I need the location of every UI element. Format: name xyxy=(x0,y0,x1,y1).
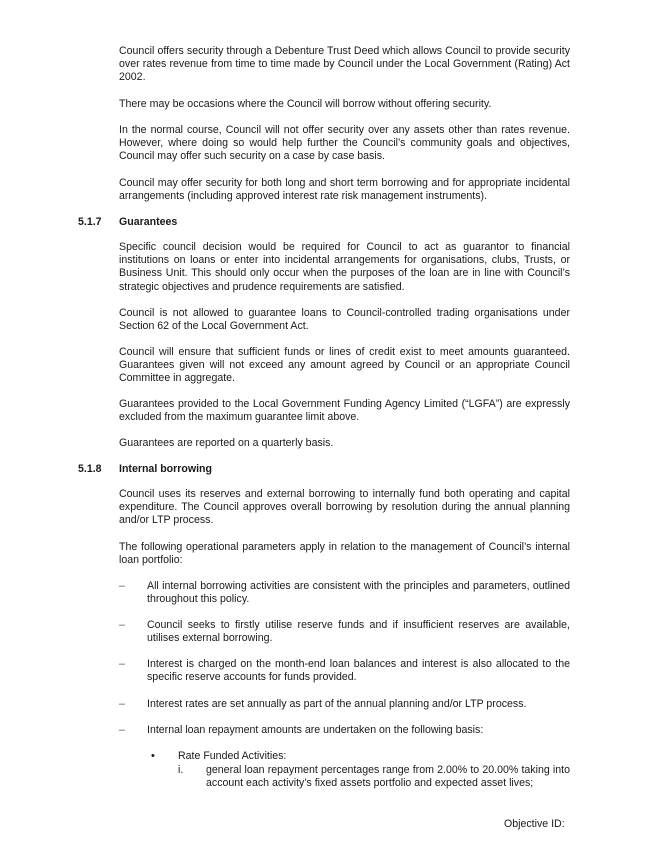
roman-numeral: i. xyxy=(178,764,184,776)
dash-marker: – xyxy=(119,580,125,592)
security-paragraph-1: Council offers security through a Debenture Trust Deed which allows Council to provide security over rates revenue from time to time made by Council under the Local Government (Rating) Act 2002. xyxy=(119,45,570,84)
roman-item-text: general loan repayment percentages range from 2.00% to 20.00% taking into account each activity’s fixed assets portfolio and expected asset lives; xyxy=(206,764,570,790)
bullet-label: Rate Funded Activities: xyxy=(178,750,287,762)
section-title: Internal borrowing xyxy=(119,463,212,475)
list-item: Council seeks to firstly utilise reserve funds and if insufficient reserves are available, utilises external borrowing. xyxy=(147,619,570,645)
guarantees-paragraph-1: Specific council decision would be required for Council to act as guarantor to financial institutions on loans or enter into incidental arrangements for organisations, clubs, Trusts, or Business Unit. This should only occur when the purposes of the loan are in line with Council’s strategic objectives and prudence requirements are satisfied. xyxy=(119,241,570,293)
dash-marker: – xyxy=(119,619,125,631)
list-item: Internal loan repayment amounts are undertaken on the following basis: xyxy=(147,724,484,736)
guarantees-paragraph-4: Guarantees provided to the Local Government Funding Agency Limited (“LGFA”) are expressly excluded from the maximum guarantee limit above. xyxy=(119,398,570,424)
bullet-marker: • xyxy=(151,750,155,762)
section-number: 5.1.8 xyxy=(78,463,102,475)
dash-marker: – xyxy=(119,698,125,710)
guarantees-paragraph-5: Guarantees are reported on a quarterly basis. xyxy=(119,437,334,449)
list-item: Interest is charged on the month-end loan balances and interest is also allocated to the specific reserve accounts for funds provided. xyxy=(147,658,570,684)
list-item: Interest rates are set annually as part of the annual planning and/or LTP process. xyxy=(147,698,527,710)
list-item: All internal borrowing activities are consistent with the principles and parameters, outlined throughout this policy. xyxy=(147,580,570,606)
guarantees-paragraph-2: Council is not allowed to guarantee loans to Council-controlled trading organisations under Section 62 of the Local Government Act. xyxy=(119,307,570,333)
objective-id-label: Objective ID: xyxy=(504,818,565,830)
security-paragraph-2: There may be occasions where the Council will borrow without offering security. xyxy=(119,98,492,110)
internal-borrowing-paragraph-2: The following operational parameters apply in relation to the management of Council’s internal loan portfolio: xyxy=(119,541,570,567)
security-paragraph-3: In the normal course, Council will not offer security over any assets other than rates revenue. However, where doing so would help further the Council’s community goals and objectives, Council may offer such security on a case by case basis. xyxy=(119,124,570,163)
security-paragraph-4: Council may offer security for both long and short term borrowing and for appropriate incidental arrangements (including approved interest rate risk management instruments). xyxy=(119,177,570,203)
section-title: Guarantees xyxy=(119,216,178,228)
section-number: 5.1.7 xyxy=(78,216,102,228)
internal-borrowing-paragraph-1: Council uses its reserves and external borrowing to internally fund both operating and capital expenditure. The Council approves overall borrowing by resolution during the annual planning and/or LTP process. xyxy=(119,488,570,527)
dash-marker: – xyxy=(119,724,125,736)
guarantees-paragraph-3: Council will ensure that sufficient funds or lines of credit exist to meet amounts guaranteed. Guarantees given will not exceed any amount agreed by Council or an appropriate Council Committee in aggregate. xyxy=(119,346,570,385)
dash-marker: – xyxy=(119,658,125,670)
